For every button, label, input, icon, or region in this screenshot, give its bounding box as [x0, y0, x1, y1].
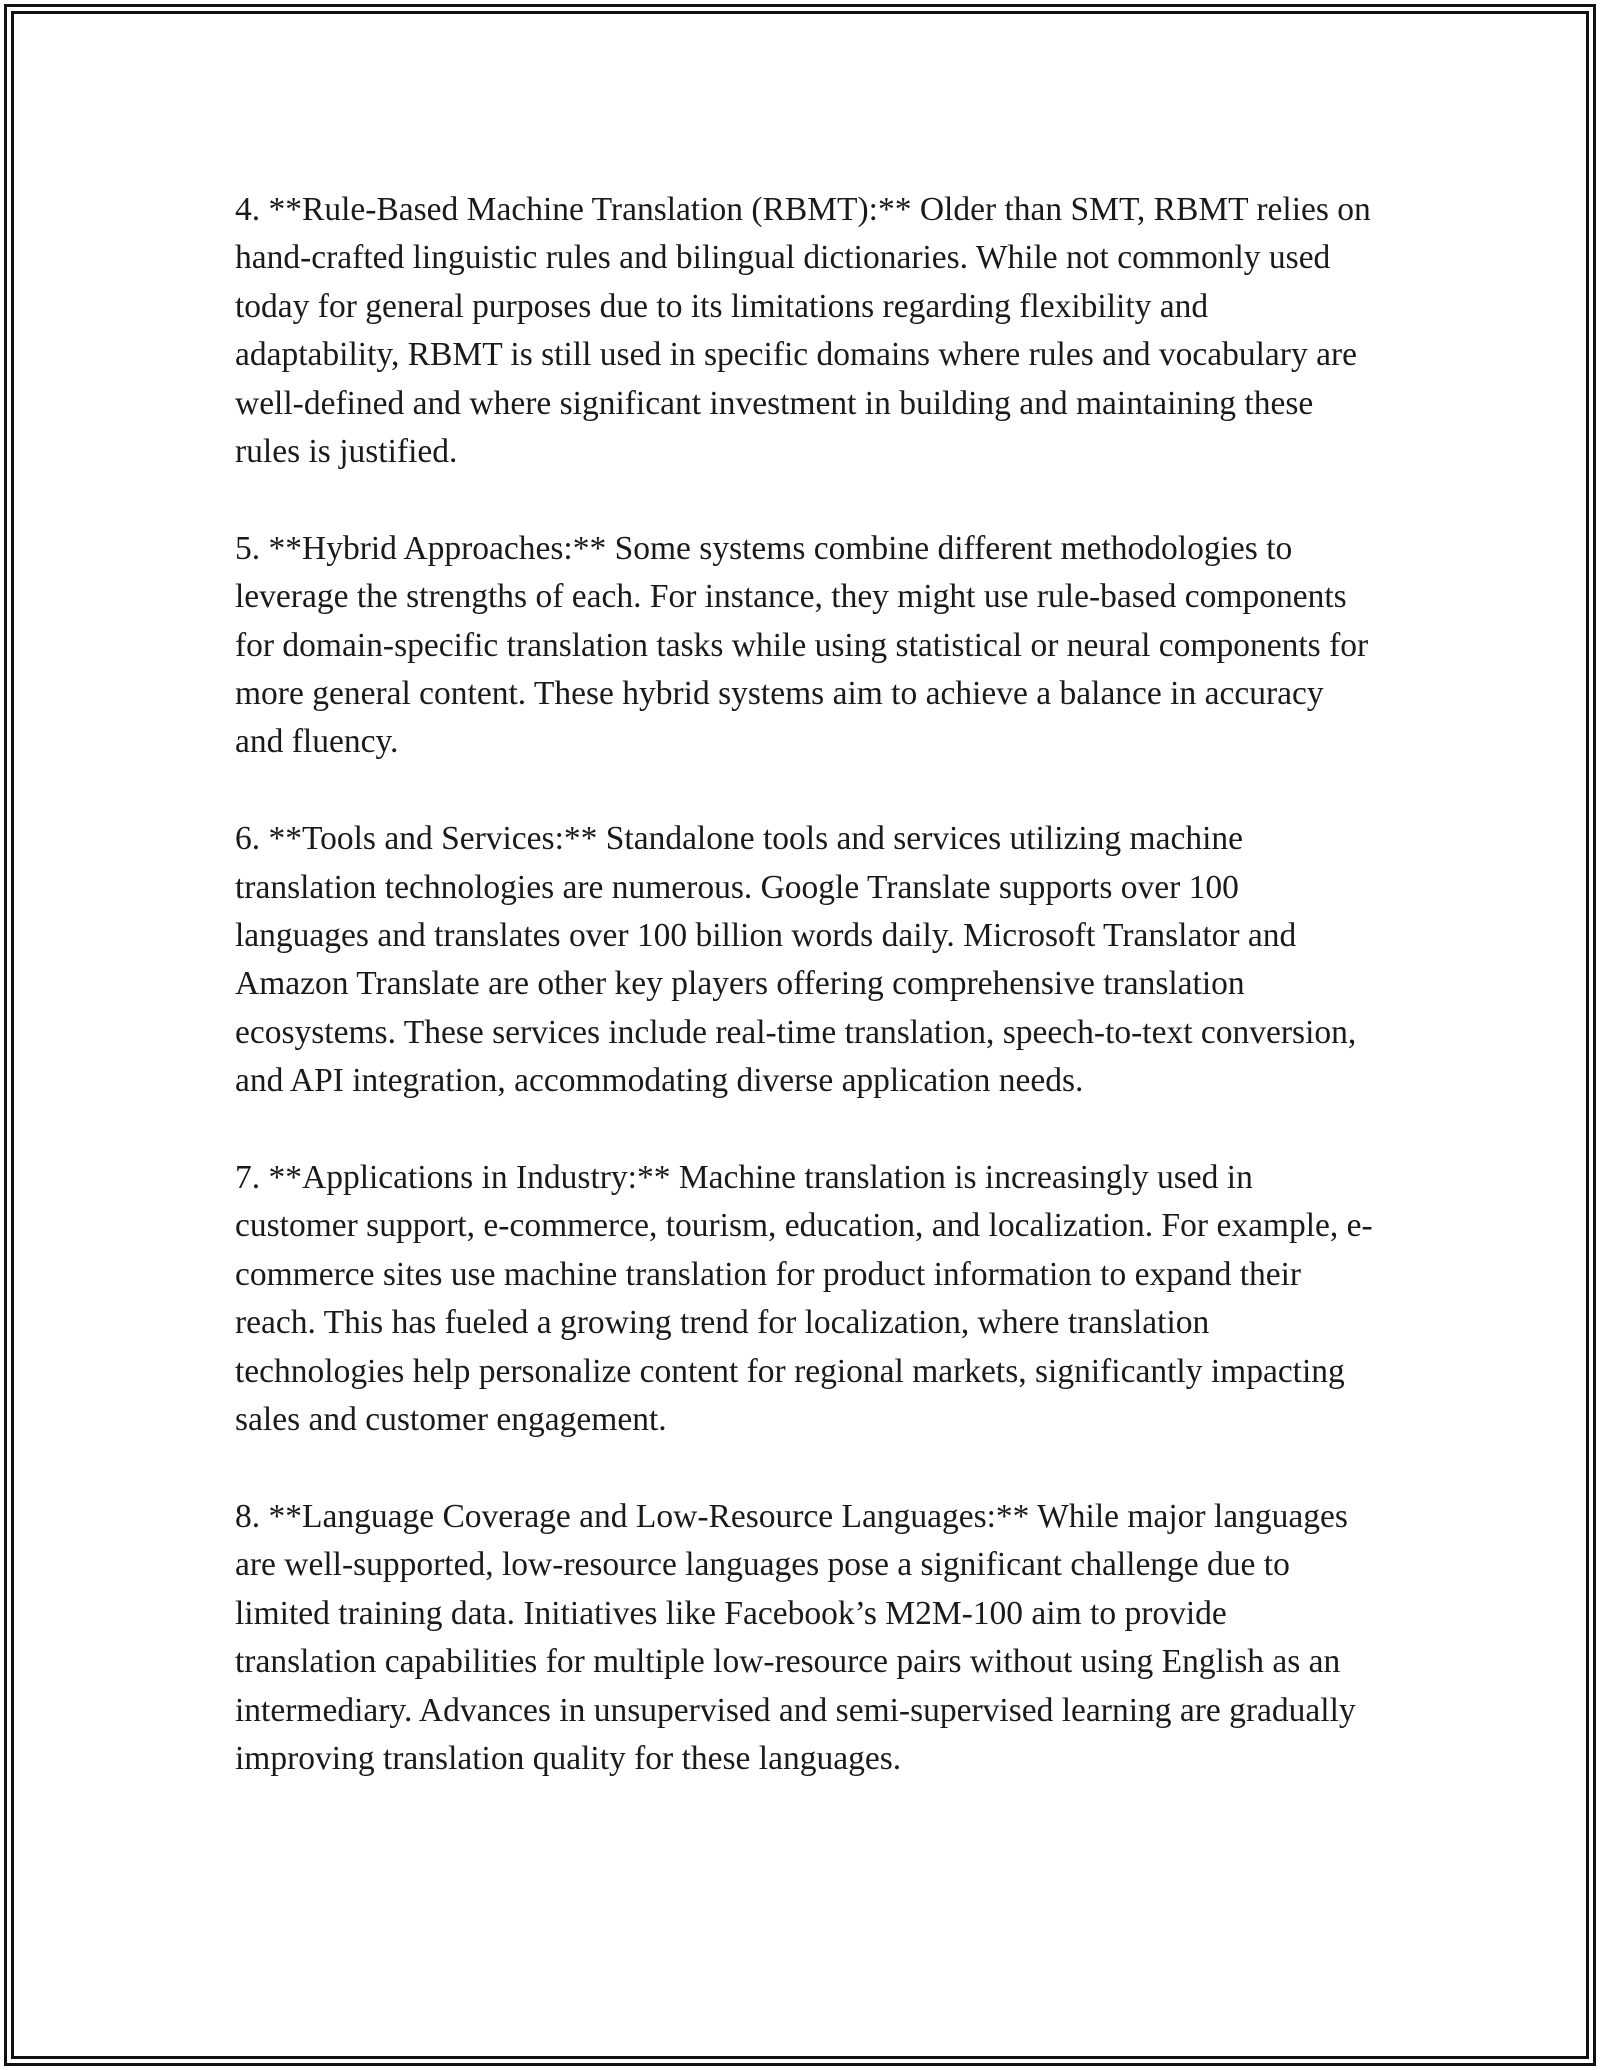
paragraph-hybrid-approaches: 5. **Hybrid Approaches:** Some systems combine different methodologies to leverage the strengths of each. For instance, they might use rule-based components for domain-specific translation tasks while using statistical or neural components for more general content. These hybrid systems aim to achieve a balance in accuracy and fluency. [235, 529, 1369, 761]
paragraph-rbmt: 4. **Rule-Based Machine Translation (RBMT):** Older than SMT, RBMT relies on hand-crafted linguistic rules and bilingual dictionaries. While not commonly used today for general purposes due to its limitations regarding flexibility and adaptability, RBMT is still used in specific domains where rules and vocabulary are well-defined and where significant investment in building and maintaining these rules is justified. [235, 191, 1371, 471]
paragraph-tools-and-services: 6. **Tools and Services:** Standalone tools and services utilizing machine translation technologies are numerous. Google Translate supports over 100 languages and translates over 100 billion words daily. Microsoft Translator and Amazon Translate are other key players offering comprehensive translation ecosystems. These services include real-time translation, speech-to-text conversion, and API integration, accommodating diverse application needs. [235, 820, 1357, 1100]
paragraph-language-coverage: 8. **Language Coverage and Low-Resource Languages:** While major languages are well-supported, low-resource languages pose a significant challenge due to limited training data. Initiatives like Facebook’s M2M-100 aim to provide translation capabilities for multiple low-resource pairs without using English as an intermediary. Advances in unsupervised and semi-supervised learning are gradually improving translation quality for these languages. [235, 1497, 1356, 1777]
paragraph-applications-in-industry: 7. **Applications in Industry:** Machine translation is increasingly used in customer support, e-commerce, tourism, education, and localization. For example, e-commerce sites use machine translation for product information to expand their reach. This has fueled a growing trend for localization, where translation technologies help personalize content for regional markets, significantly impacting sales and customer engagement. [235, 1159, 1373, 1439]
document-body [235, 186, 1375, 1832]
